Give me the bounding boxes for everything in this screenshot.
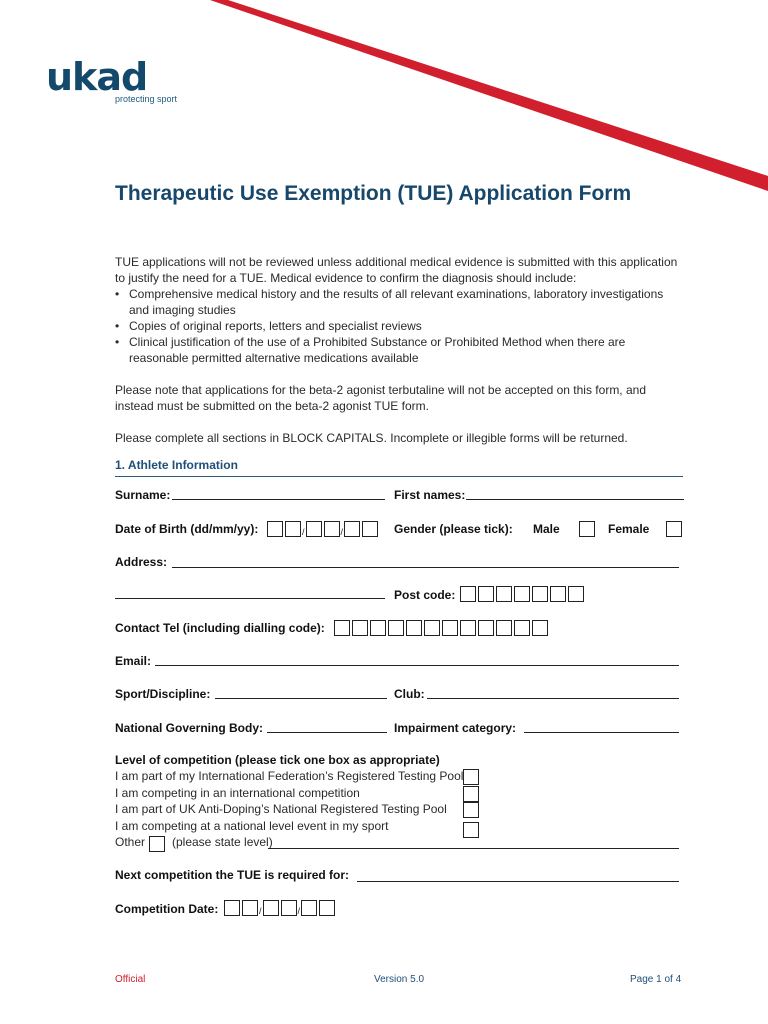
dob-digit-box[interactable] xyxy=(285,521,301,537)
post-code-label: Post code: xyxy=(394,588,456,602)
post-code-box[interactable] xyxy=(568,586,584,602)
dob-digit-box[interactable] xyxy=(362,521,378,537)
tel-digit-box[interactable] xyxy=(496,620,512,636)
female-checkbox[interactable] xyxy=(666,521,682,537)
terbutaline-note: Please note that applications for the beta-2 agonist terbutaline will not be accepted on this form, and instead must be submitted on the beta-2 agonist TUE form. xyxy=(115,383,646,413)
email-field[interactable] xyxy=(155,665,679,666)
level-option-checkbox[interactable] xyxy=(463,802,479,818)
post-code-box[interactable] xyxy=(514,586,530,602)
level-option-label: I am part of UK Anti-Doping’s National Registered Testing Pool xyxy=(115,802,447,816)
post-code-box[interactable] xyxy=(550,586,566,602)
gender-label: Gender (please tick): xyxy=(394,522,513,536)
contact-tel-boxes[interactable] xyxy=(334,620,550,636)
tel-digit-box[interactable] xyxy=(442,620,458,636)
section-rule xyxy=(115,476,683,477)
logo-tagline: protecting sport xyxy=(115,94,178,104)
first-names-label: First names: xyxy=(394,488,466,502)
address-field-line-2[interactable] xyxy=(115,598,385,599)
intro-paragraph: TUE applications will not be reviewed unless additional medical evidence is submitted with this application to justify the need for a TUE. Medical evidence to confirm the diagnosis should include: xyxy=(115,255,678,285)
tel-digit-box[interactable] xyxy=(424,620,440,636)
next-competition-field[interactable] xyxy=(357,881,679,882)
other-note: (please state level) xyxy=(172,835,273,849)
first-names-field[interactable] xyxy=(466,499,684,500)
intro-text xyxy=(115,254,685,446)
level-heading: Level of competition (please tick one box as appropriate) xyxy=(115,753,440,767)
footer-classification: Official xyxy=(115,974,146,985)
male-checkbox[interactable] xyxy=(579,521,595,537)
tel-digit-box[interactable] xyxy=(388,620,404,636)
form-title: Therapeutic Use Exemption (TUE) Application Form xyxy=(115,182,632,205)
dob-boxes[interactable] xyxy=(267,521,380,537)
tel-digit-box[interactable] xyxy=(514,620,530,636)
ngb-label: National Governing Body: xyxy=(115,721,264,735)
sport-label: Sport/Discipline: xyxy=(115,687,211,701)
address-field-line-1[interactable] xyxy=(172,567,679,568)
level-option-label: I am competing at a national level event in my sport xyxy=(115,819,389,833)
tel-digit-box[interactable] xyxy=(478,620,494,636)
address-label: Address: xyxy=(115,555,168,569)
tel-digit-box[interactable] xyxy=(334,620,350,636)
competition-date-boxes[interactable] xyxy=(224,900,337,916)
bullet-item: • Comprehensive medical history and the results of all relevant examinations, laboratory investigations and imaging studies xyxy=(115,286,685,318)
ukad-logo: ukad xyxy=(46,55,148,99)
male-label: Male xyxy=(533,522,560,536)
footer-version: Version 5.0 xyxy=(374,974,425,985)
dob-digit-box[interactable] xyxy=(267,521,283,537)
date-digit-box[interactable] xyxy=(281,900,297,916)
post-code-box[interactable] xyxy=(496,586,512,602)
date-digit-box[interactable] xyxy=(301,900,317,916)
female-label: Female xyxy=(608,522,650,536)
bullet-item: • Copies of original reports, letters and specialist reviews xyxy=(115,318,685,334)
surname-label: Surname: xyxy=(115,488,171,502)
club-field[interactable] xyxy=(427,698,679,699)
date-digit-box[interactable] xyxy=(319,900,335,916)
dob-digit-box[interactable] xyxy=(306,521,322,537)
tel-digit-box[interactable] xyxy=(406,620,422,636)
surname-field[interactable] xyxy=(172,499,385,500)
date-separator: / xyxy=(259,906,262,916)
level-option-checkbox[interactable] xyxy=(463,769,479,785)
competition-date-label: Competition Date: xyxy=(115,902,219,916)
tel-digit-box[interactable] xyxy=(370,620,386,636)
impairment-label: Impairment category: xyxy=(394,721,517,735)
impairment-field[interactable] xyxy=(524,732,679,733)
footer-page-number: Page 1 of 4 xyxy=(630,974,682,985)
club-label: Club: xyxy=(394,687,425,701)
dob-digit-box[interactable] xyxy=(344,521,360,537)
contact-tel-label: Contact Tel (including dialling code): xyxy=(115,621,325,635)
date-separator: / xyxy=(340,527,344,537)
date-digit-box[interactable] xyxy=(263,900,279,916)
section-heading-athlete-info: 1. Athlete Information xyxy=(115,458,238,472)
date-separator: / xyxy=(302,527,305,537)
email-label: Email: xyxy=(115,654,152,668)
other-checkbox[interactable] xyxy=(149,836,165,852)
block-capitals-note: Please complete all sections in BLOCK CAPITALS. Incomplete or illegible forms will be returned. xyxy=(115,431,628,445)
level-option-label: I am competing in an international competition xyxy=(115,786,360,800)
date-digit-box[interactable] xyxy=(242,900,258,916)
level-option-label: I am part of my International Federation’s Registered Testing Pool xyxy=(115,769,464,783)
post-code-box[interactable] xyxy=(460,586,476,602)
other-level-field[interactable] xyxy=(268,848,679,849)
dob-label: Date of Birth (dd/mm/yy): xyxy=(115,522,259,536)
other-label: Other xyxy=(115,835,146,849)
tel-digit-box[interactable] xyxy=(460,620,476,636)
date-digit-box[interactable] xyxy=(224,900,240,916)
ngb-field[interactable] xyxy=(267,732,387,733)
post-code-boxes[interactable] xyxy=(460,586,586,602)
sport-field[interactable] xyxy=(215,698,387,699)
post-code-box[interactable] xyxy=(532,586,548,602)
level-option-checkbox[interactable] xyxy=(463,822,479,838)
tel-digit-box[interactable] xyxy=(532,620,548,636)
date-separator: / xyxy=(297,906,301,916)
bullet-item: • Clinical justification of the use of a Prohibited Substance or Prohibited Method when there are reasonable permitted alternative medications available xyxy=(115,334,685,366)
post-code-box[interactable] xyxy=(478,586,494,602)
next-competition-label: Next competition the TUE is required for: xyxy=(115,868,350,882)
tel-digit-box[interactable] xyxy=(352,620,368,636)
level-option-checkbox[interactable] xyxy=(463,786,479,802)
dob-digit-box[interactable] xyxy=(324,521,340,537)
